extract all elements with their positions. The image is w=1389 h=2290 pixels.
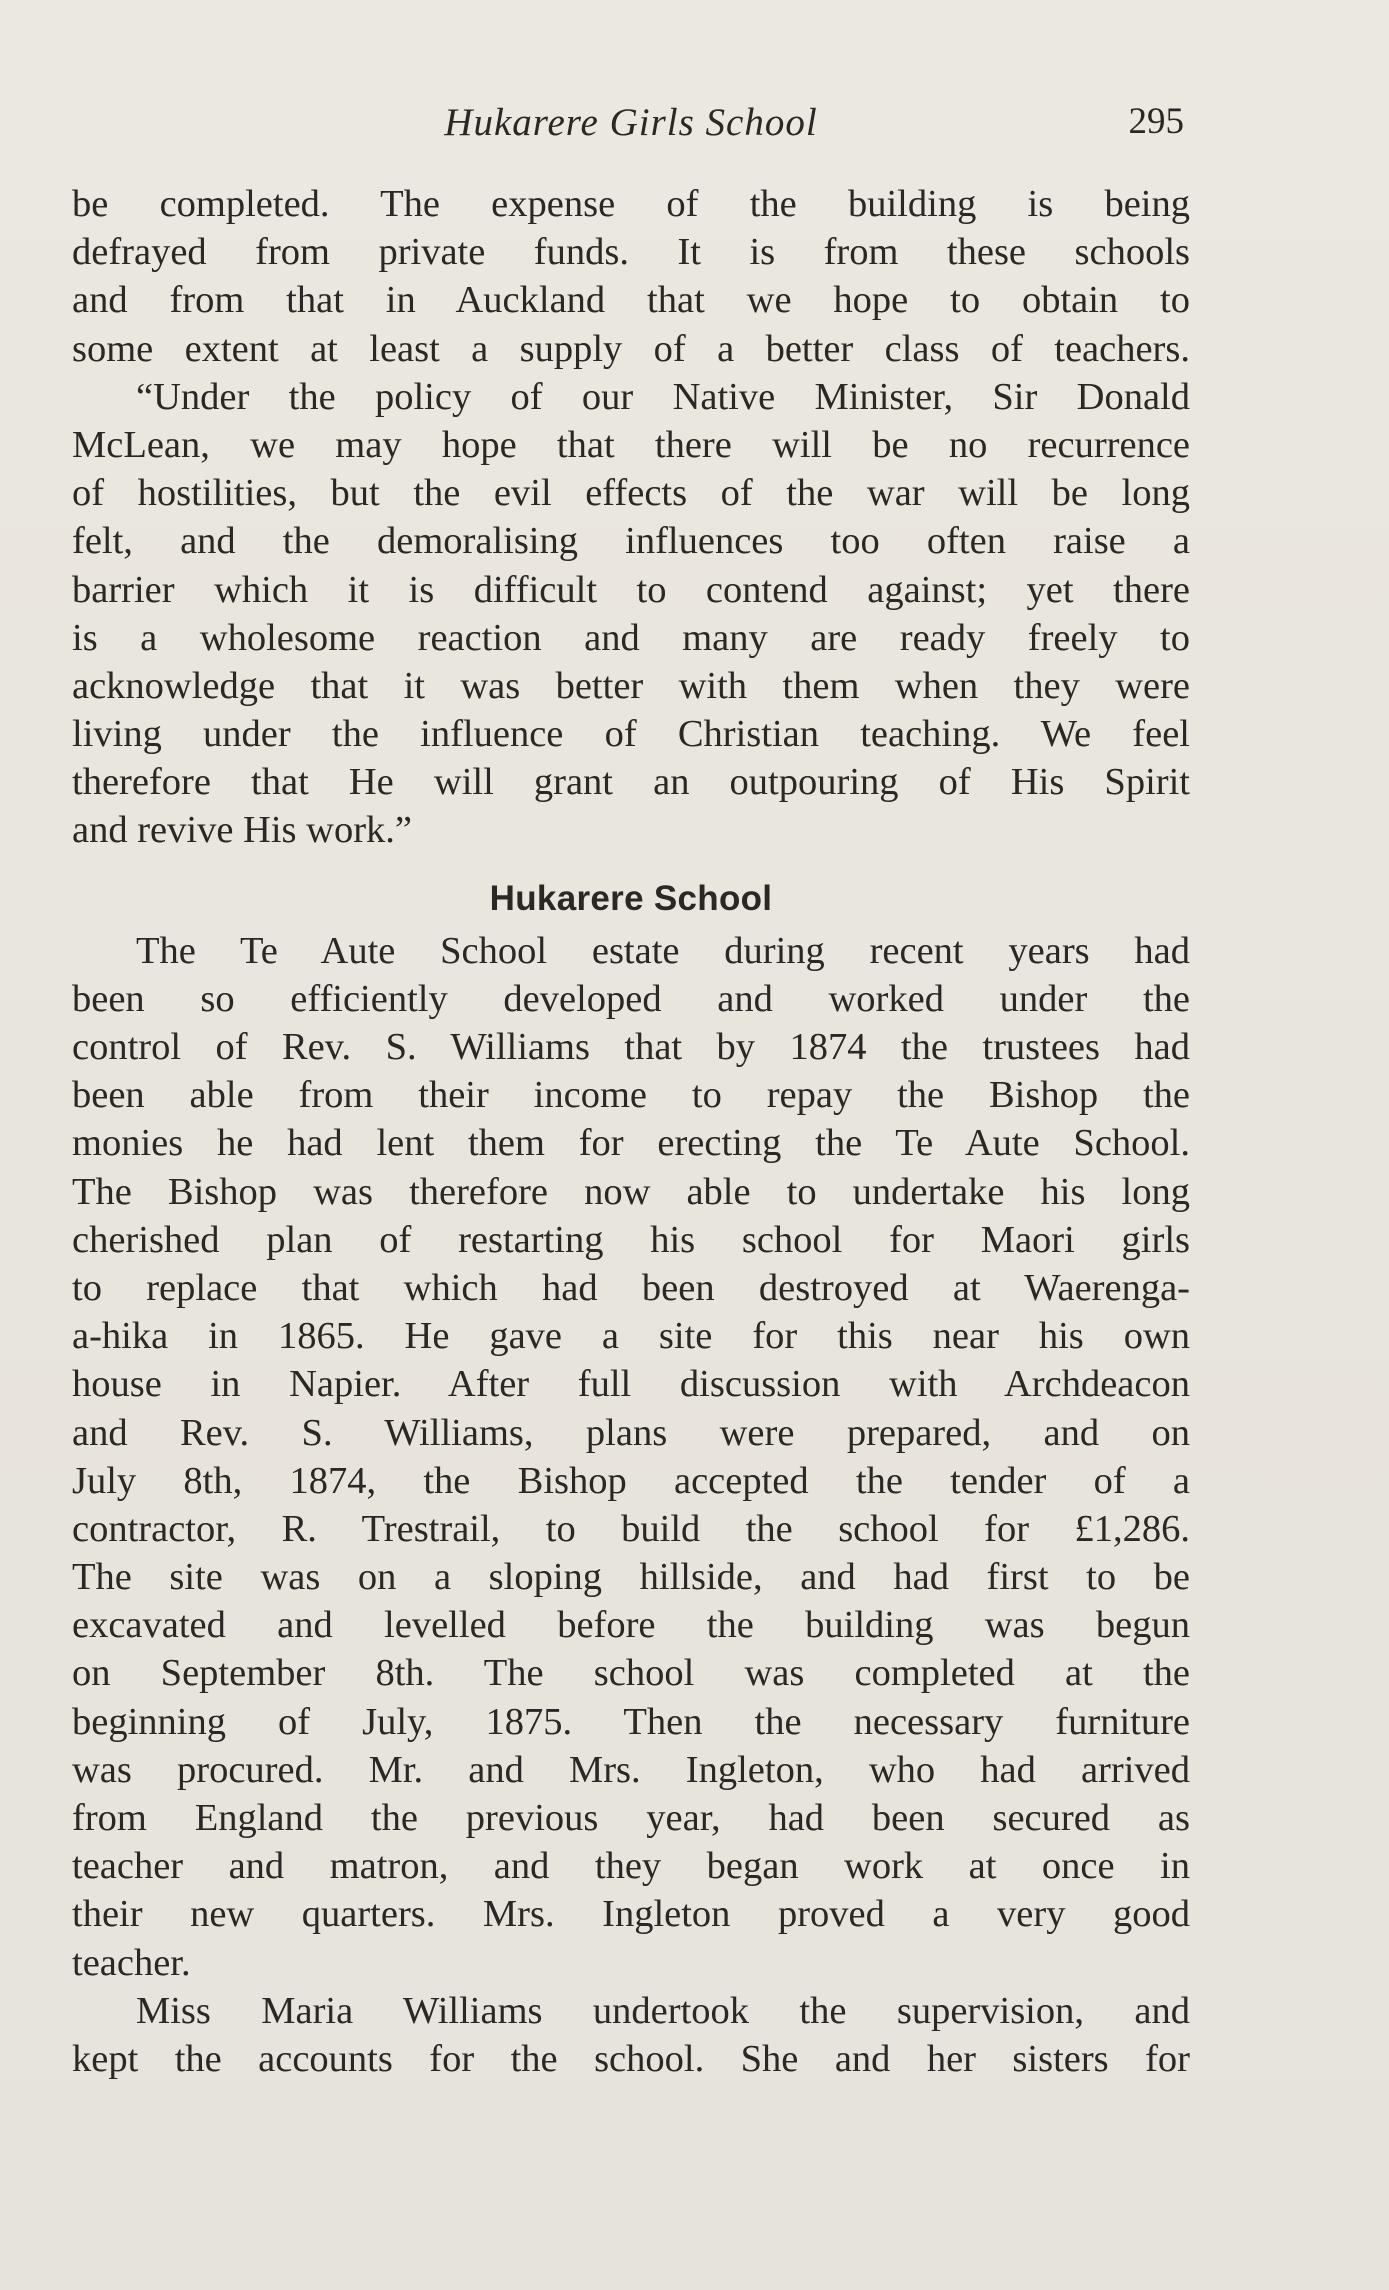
paragraph [72, 180, 1190, 373]
text-line: acknowledge that it was better with them when they were [72, 664, 1190, 707]
text-line: and from that in Auckland that we hope to obtain to [72, 279, 1190, 322]
page-number: 295 [1128, 101, 1184, 142]
text-line: “Under the policy of our Native Minister, Sir Donald [136, 375, 1190, 418]
paragraph [72, 927, 1190, 1987]
text-line: house in Napier. After full discussion with Archdeacon [72, 1363, 1190, 1406]
text-line: from England the previous year, had been secured as [72, 1797, 1190, 1839]
text-line: a-hika in 1865. He gave a site for this near his own [72, 1315, 1190, 1358]
text-line: July 8th, 1874, the Bishop accepted the tender of a [72, 1459, 1190, 1502]
section-heading: Hukarere School [489, 878, 773, 918]
text-line: to replace that which had been destroyed at Waerenga- [72, 1266, 1190, 1309]
text-line: cherished plan of restarting his school for Maori girls [72, 1218, 1190, 1261]
running-title: Hukarere Girls School [444, 101, 818, 144]
text-line: teacher. [72, 1941, 191, 1984]
text-line: some extent at least a supply of a better class of teachers. [72, 327, 1190, 370]
text-line: teacher and matron, and they began work at once in [72, 1845, 1190, 1888]
text-line: been able from their income to repay the Bishop the [72, 1074, 1190, 1117]
text-line: Miss Maria Williams undertook the supervision, and [136, 1989, 1190, 2032]
text-line: is a wholesome reaction and many are ready freely to [72, 616, 1190, 659]
text-line: The site was on a sloping hillside, and had first to be [72, 1556, 1190, 1599]
text-line: beginning of July, 1875. Then the necessary furniture [72, 1700, 1190, 1743]
text-line: felt, and the demoralising influences too often raise a [72, 520, 1190, 563]
text-line: defrayed from private funds. It is from these schools [72, 231, 1190, 274]
text-line: contractor, R. Trestrail, to build the school for £1,286. [72, 1507, 1190, 1550]
text-line: on September 8th. The school was completed at the [72, 1652, 1190, 1695]
text-line: of hostilities, but the evil effects of the war will be long [72, 472, 1190, 515]
text-line: been so efficiently developed and worked under the [72, 977, 1190, 1020]
text-line: kept the accounts for the school. She and her sisters for [72, 2037, 1190, 2080]
text-line: was procured. Mr. and Mrs. Ingleton, who had arrived [72, 1748, 1190, 1791]
text-line: living under the influence of Christian teaching. We feel [72, 713, 1190, 756]
text-line: The Bishop was therefore now able to undertake his long [72, 1170, 1190, 1213]
text-line: control of Rev. S. Williams that by 1874 the trustees had [72, 1026, 1190, 1068]
text-line: and revive His work.” [72, 809, 412, 852]
text-line: therefore that He will grant an outpouring of His Spirit [72, 761, 1190, 804]
text-line: monies he had lent them for erecting the Te Aute School. [72, 1122, 1190, 1165]
text-line: McLean, we may hope that there will be no recurrence [72, 423, 1190, 466]
body-text [72, 180, 1190, 2083]
text-line: and Rev. S. Williams, plans were prepared, and on [72, 1411, 1190, 1454]
running-head [72, 100, 1190, 160]
paragraph [72, 1987, 1190, 2083]
text-line: excavated and levelled before the building was begun [72, 1604, 1190, 1647]
paragraph [72, 373, 1190, 855]
text-line: be completed. The expense of the building is being [72, 183, 1190, 225]
text-line: The Te Aute School estate during recent years had [136, 929, 1190, 972]
text-line: their new quarters. Mrs. Ingleton proved a very good [72, 1893, 1190, 1936]
text-line: barrier which it is difficult to contend against; yet there [72, 568, 1190, 611]
